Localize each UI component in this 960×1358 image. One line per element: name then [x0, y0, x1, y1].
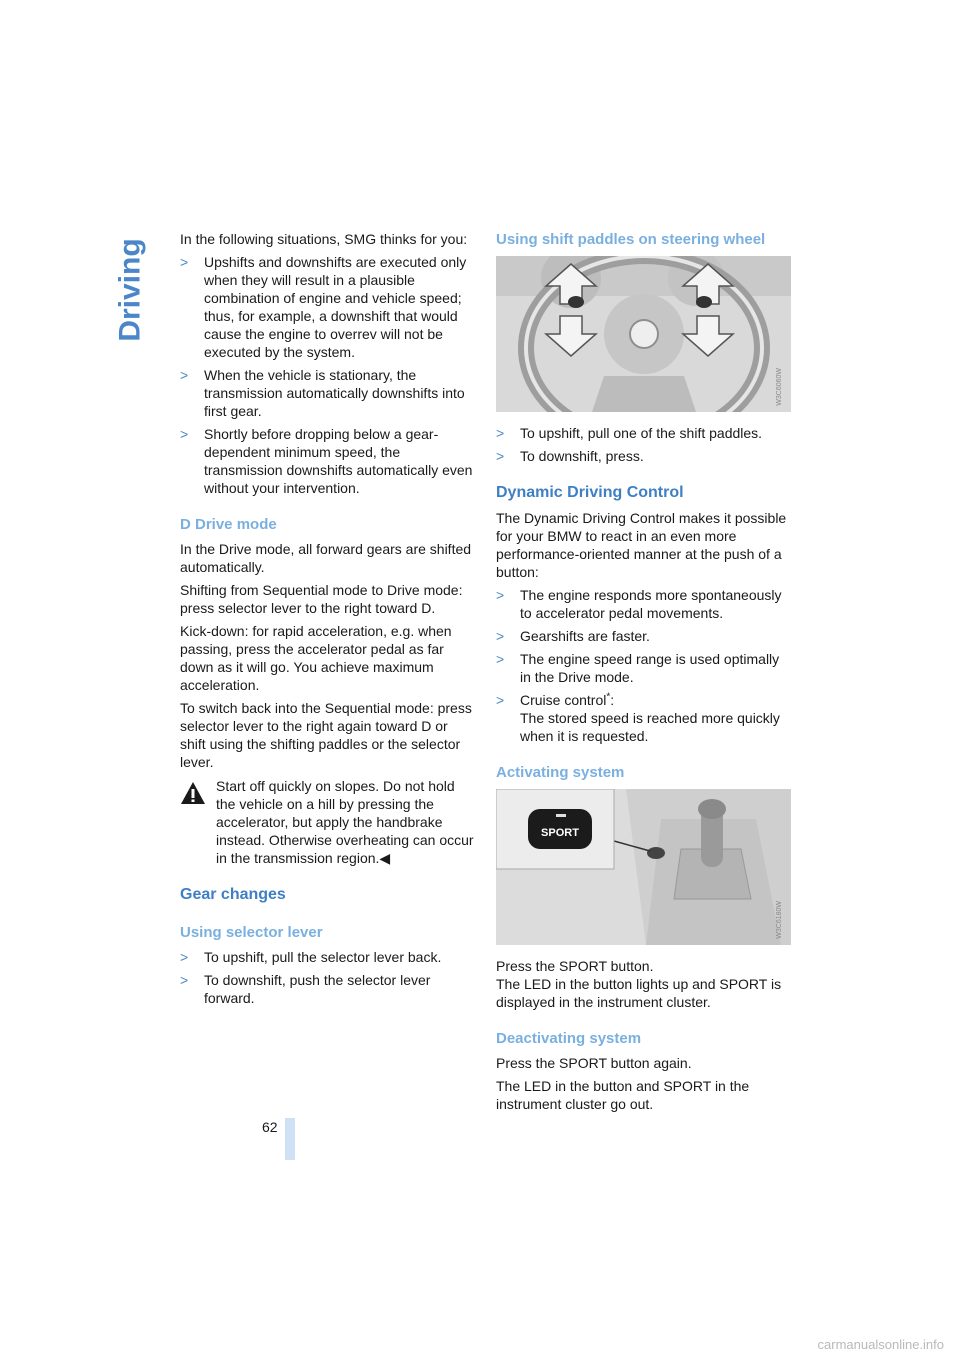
- bullet-arrow: >: [496, 628, 505, 644]
- list-item: > When the vehicle is stationary, the transmission automatically downshifts into first gear.: [180, 367, 465, 419]
- list-item: > Upshifts and downshifts are executed only when they will result in a plausible combination of engine and vehicle speed; thus, for example, a downshift that would cause the engine to overrev will not be executed by the system.: [180, 254, 467, 360]
- smg-list: [180, 253, 475, 497]
- paddles-list: [496, 424, 791, 465]
- ddc-list: [496, 586, 791, 745]
- center-console-illustration: [496, 789, 791, 945]
- steering-wheel-figure: [496, 256, 791, 412]
- d-drive-heading: D Drive mode: [180, 516, 277, 533]
- steering-wheel-illustration: [496, 256, 791, 412]
- bullet-arrow: >: [496, 651, 505, 667]
- page-number-bar: [285, 1118, 295, 1160]
- section-title: Driving: [114, 238, 148, 342]
- bullet-arrow: >: [180, 972, 189, 988]
- right-column: [496, 230, 791, 1118]
- warning-text: Start off quickly on slopes. Do not hold the vehicle on a hill by pressing the accelerator, but apply the handbrake instead. Otherwise overheating can occur in the transmission region.: [216, 778, 474, 866]
- bullet-arrow: >: [496, 425, 505, 441]
- d-drive-paragraph: Kick-down: for rapid acceleration, e.g. when passing, press the accelerator pedal as far down as it will go. You achieve maximum acceleration.: [180, 623, 452, 693]
- deactivating-text: Press the SPORT button again.: [496, 1055, 692, 1071]
- d-drive-paragraph: To switch back into the Sequential mode: press selector lever to the right again toward D or shift using the shifting paddles or the selector lever.: [180, 700, 472, 770]
- bullet-arrow: >: [180, 426, 189, 442]
- optional-equipment-star: *: [606, 691, 611, 703]
- bullet-arrow: >: [496, 448, 505, 464]
- deactivating-text: The LED in the button and SPORT in the instrument cluster go out.: [496, 1078, 750, 1112]
- bullet-arrow: >: [496, 692, 505, 708]
- d-drive-paragraph: Shifting from Sequential mode to Drive mode: press selector lever to the right toward D.: [180, 582, 463, 616]
- sport-button-figure: [496, 789, 791, 945]
- list-item: > Gearshifts are faster.: [496, 628, 650, 644]
- list-item: > To upshift, pull the selector lever back.: [180, 949, 442, 965]
- page-number: 62: [262, 1119, 278, 1135]
- ddc-heading: Dynamic Driving Control: [496, 484, 684, 501]
- bullet-arrow: >: [496, 587, 505, 603]
- d-drive-paragraph: In the Drive mode, all forward gears are shifted automatically.: [180, 541, 472, 575]
- gear-changes-heading: Gear changes: [180, 886, 286, 903]
- figure-code: W3C6060W: [776, 368, 783, 406]
- selector-list: [180, 948, 475, 1007]
- end-marker: ◀: [379, 850, 391, 866]
- sport-button-label: SPORT: [541, 827, 579, 839]
- list-item: > To downshift, push the selector lever forward.: [180, 972, 431, 1006]
- selector-lever-heading: Using selector lever: [180, 924, 323, 941]
- ddc-intro: The Dynamic Driving Control makes it possible for your BMW to react in an even more performance-oriented manner at the push of a button:: [496, 510, 787, 580]
- figure-code: W3C6180W: [776, 901, 783, 939]
- intro-text: In the following situations, SMG thinks for you:: [180, 231, 468, 247]
- left-column: [180, 230, 475, 1012]
- warning-note: [180, 777, 475, 867]
- list-item: > To downshift, press.: [496, 448, 644, 464]
- list-item: > The engine speed range is used optimally in the Drive mode.: [496, 651, 780, 685]
- bullet-arrow: >: [180, 254, 189, 270]
- list-item: > To upshift, pull one of the shift paddles.: [496, 425, 763, 441]
- activating-heading: Activating system: [496, 764, 625, 781]
- bullet-arrow: >: [180, 949, 189, 965]
- paddles-heading: Using shift paddles on steering wheel: [496, 231, 766, 248]
- list-item: > Cruise control*: The stored speed is reached more quickly when it is requested.: [496, 691, 780, 744]
- deactivating-heading: Deactivating system: [496, 1030, 642, 1047]
- activating-text: Press the SPORT button. The LED in the button lights up and SPORT is displayed in the instrument cluster.: [496, 958, 782, 1010]
- warning-triangle-icon: [180, 781, 206, 805]
- watermark: carmanualsonline.info: [817, 1337, 944, 1352]
- list-item: > The engine responds more spontaneously to accelerator pedal movements.: [496, 587, 782, 621]
- list-item: > Shortly before dropping below a gear-dependent minimum speed, the transmission downshifts automatically even without your intervention.: [180, 426, 473, 496]
- bullet-arrow: >: [180, 367, 189, 383]
